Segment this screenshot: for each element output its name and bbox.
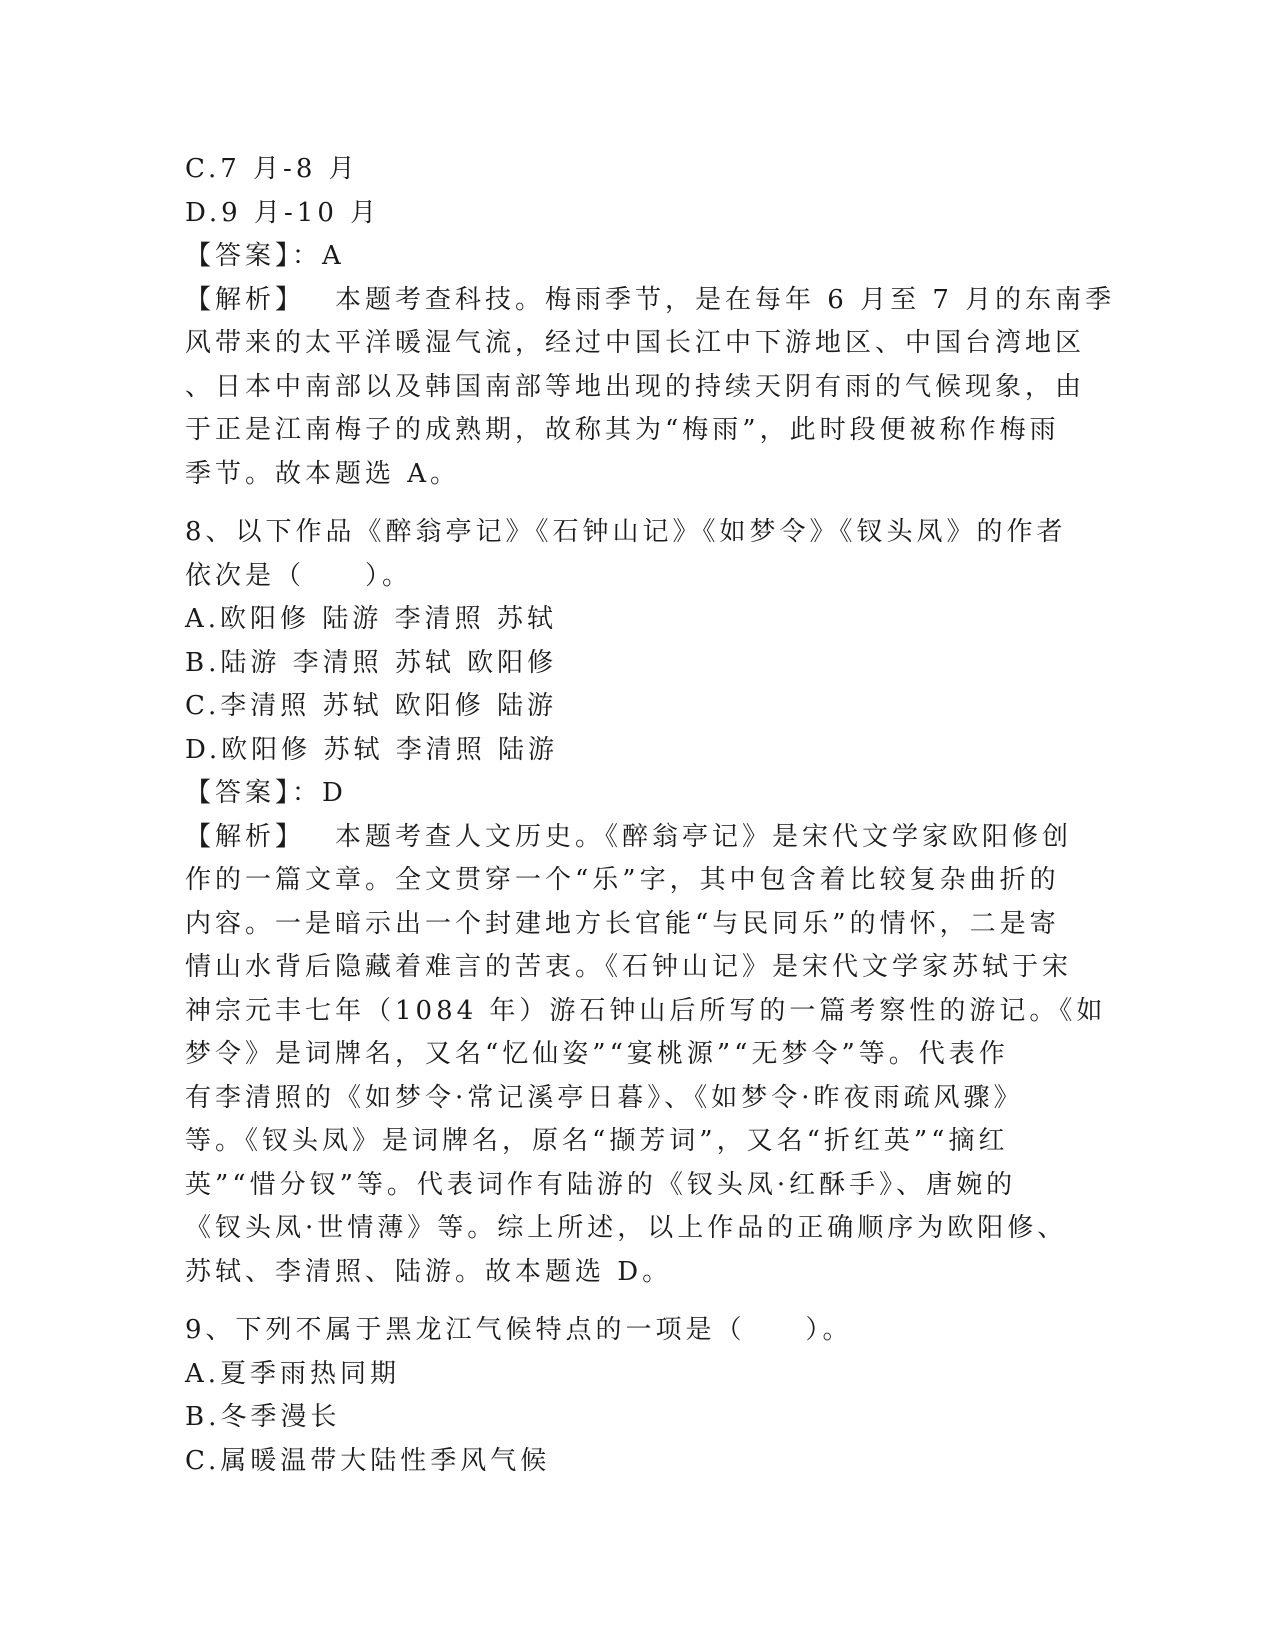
- q7-option-c: C.7 月-8 月: [185, 154, 359, 184]
- q7-analysis-line: 于正是江南梅子的成熟期，故称其为“梅雨”，此时段便被称作梅雨: [185, 415, 1060, 445]
- analysis-label: 【解析】: [185, 284, 306, 315]
- question-8: [185, 511, 1107, 1294]
- q7-analysis-line: 风带来的太平洋暖湿气流，经过中国长江中下游地区、中国台湾地区: [185, 328, 1086, 358]
- answer-value: A: [322, 241, 345, 271]
- q9-option-b: B.冬季漫长: [185, 1402, 341, 1432]
- q7-analysis-line: 、日本中南部以及韩国南部等地出现的持续天阴有雨的气候现象，由: [185, 371, 1086, 402]
- q8-option-a: A.欧阳修 陆游 李清照 苏轼: [185, 604, 557, 634]
- analysis-label: 【解析】: [185, 821, 306, 852]
- q8-option-b: B.陆游 李清照 苏轼 欧阳修: [185, 647, 558, 678]
- q8-analysis-line: 内容。一是暗示出一个封建地方长官能“与民同乐”的情怀，二是寄: [185, 908, 1060, 939]
- q8-analysis-line: 有李清照的《如梦令·常记溪亭日暮》、《如梦令·昨夜雨疏风骤》: [185, 1082, 1024, 1113]
- q7-analysis-line: [185, 279, 1116, 323]
- q8-analysis-line: 英”“惜分钗”等。代表词作有陆游的《钗头凤·红酥手》、唐婉的: [185, 1169, 1017, 1200]
- q9-option-c: C.属暖温带大陆性季风气候: [185, 1445, 551, 1476]
- answer-label: 【答案】：: [185, 778, 323, 808]
- answer-label: 【答案】：: [185, 241, 323, 271]
- q8-analysis-line: 情山水背后隐藏着难言的苦衷。《石钟山记》是宋代文学家苏轼于宋: [185, 952, 1073, 982]
- q8-analysis-line: [185, 816, 1085, 860]
- q8-stem-line: 依次是（ ）。: [185, 560, 413, 591]
- analysis-text: 本题考查人文历史。《醉翁亭记》是宋代文学家欧阳修创: [335, 821, 1073, 852]
- q8-analysis-line: 等。《钗头凤》是词牌名，原名“撷芳词”，又名“折红英”“摘红: [185, 1126, 1009, 1156]
- q8-analysis-line: 苏轼、李清照、陆游。故本题选 D。: [185, 1256, 673, 1287]
- q8-answer: [185, 772, 1085, 816]
- q8-analysis-line: 梦令》是词牌名，又名“忆仙姿”“宴桃源”“无梦令”等。代表作: [185, 1039, 1009, 1069]
- q7-option-d: D.9 月-10 月: [185, 197, 381, 228]
- q7-analysis-line: 季节。故本题选 A。: [185, 458, 461, 489]
- answer-value: D: [322, 778, 347, 808]
- q9-stem-line: 9、下列不属于黑龙江气候特点的一项是（ ）。: [185, 1315, 853, 1345]
- q8-option-c: C.李清照 苏轼 欧阳修 陆游: [185, 691, 558, 721]
- question-9: [185, 1309, 1085, 1483]
- q8-analysis-line: 《钗头凤·世情薄》等。综上所述，以上作品的正确顺序为欧阳修、: [185, 1213, 1068, 1243]
- q8-stem-line: 8、以下作品《醉翁亭记》《石钟山记》《如梦令》《钗头凤》的作者: [185, 517, 1067, 547]
- q8-analysis-line: 作的一篇文章。全文贯穿一个“乐”字，其中包含着比较复杂曲折的: [185, 865, 1060, 895]
- q7-answer: [185, 235, 1085, 279]
- q8-analysis-line: 神宗元丰七年（1084 年）游石钟山后所写的一篇考察性的游记。《如: [185, 995, 1107, 1026]
- q8-option-d: D.欧阳修 苏轼 李清照 陆游: [185, 734, 558, 765]
- question-7-tail: [185, 148, 1116, 496]
- analysis-text: 本题考查科技。梅雨季节，是在每年 6 月至 7 月的东南季: [335, 284, 1116, 315]
- document-page: [185, 148, 1116, 1483]
- q9-option-a: A.夏季雨热同期: [185, 1358, 401, 1389]
